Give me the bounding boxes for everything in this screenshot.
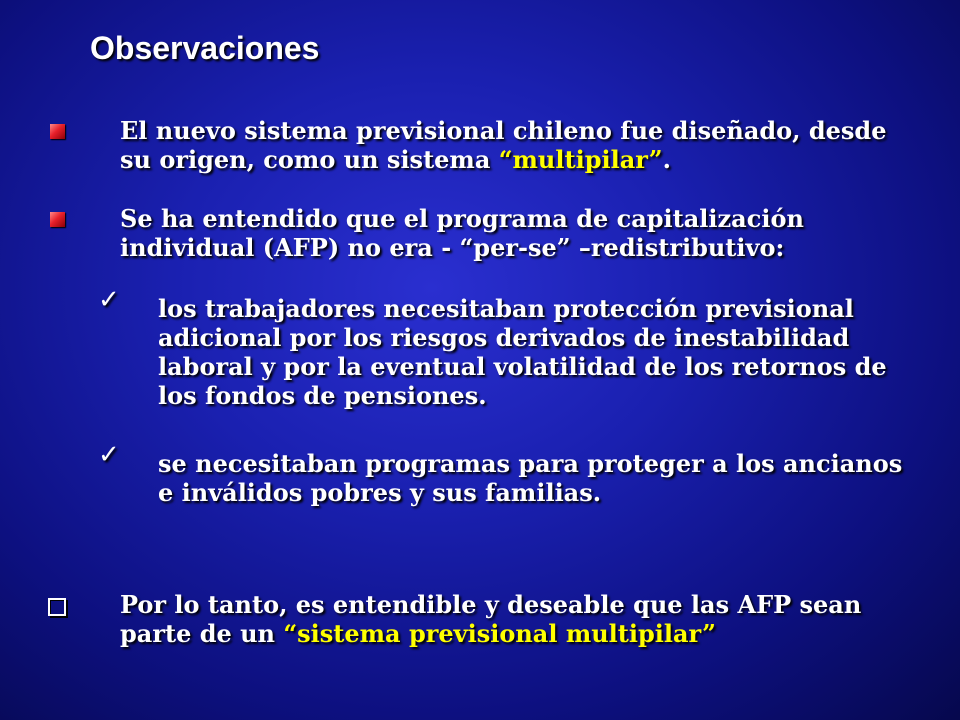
bullet-highlight: “multipilar” bbox=[498, 145, 663, 174]
slide-title: Observaciones bbox=[90, 30, 320, 66]
sub-bullet-item bbox=[158, 449, 918, 507]
red-square-bullet-icon bbox=[50, 212, 65, 227]
bullet-text: El nuevo sistema previsional chileno fue diseñado, desde su origen, como un sistema bbox=[120, 116, 887, 174]
sub-bullet-item bbox=[158, 294, 898, 410]
bullet-item bbox=[120, 204, 840, 262]
conclusion-highlight: “sistema previsional multipilar” bbox=[283, 619, 716, 648]
bullet-text-end: . bbox=[662, 145, 671, 174]
conclusion-text: Por lo tanto, es entendible y deseable que las AFP sean parte de un bbox=[120, 590, 862, 648]
checkmark-icon: ✓ bbox=[98, 440, 120, 470]
red-square-bullet-icon bbox=[50, 124, 65, 139]
bullet-item bbox=[120, 116, 920, 174]
sub-bullet-text: los trabajadores necesitaban protección previsional adicional por los riesgos derivados de inestabilidad laboral y por la eventual volatilidad de los retornos de los fondos de pensiones. bbox=[158, 294, 887, 410]
conclusion-item bbox=[120, 590, 890, 648]
bullet-text: Se ha entendido que el programa de capitalización individual (AFP) no era - “per-se” –redistributivo: bbox=[120, 204, 804, 262]
checkmark-icon: ✓ bbox=[98, 285, 120, 315]
hollow-square-bullet-icon bbox=[48, 598, 66, 616]
sub-bullet-text: se necesitaban programas para proteger a los ancianos e inválidos pobres y sus familias. bbox=[158, 449, 903, 507]
